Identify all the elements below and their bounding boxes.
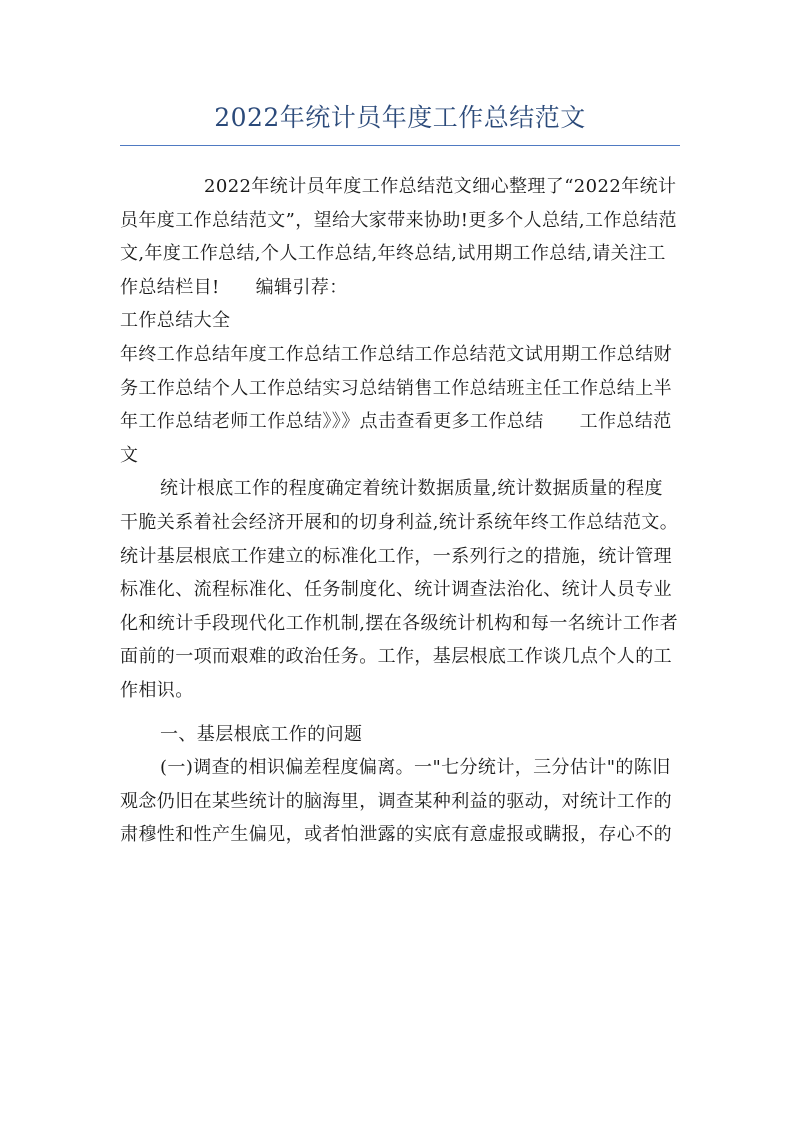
- body-paragraph-1: 统计根底工作的程度确定着统计数据质量,统计数据质量的程度干脆关系着社会经济开展和的切身利益,统计系统年终工作总结范文。统计基层根底工作建立的标准化工作，一系列行之的措施，统计管理标准化、流程标准化、任务制度化、统计调查法治化、统计人员专业化和统计手段现代化工作机制,摆在各级统计机构和每一名统计工作者面前的一项而艰难的政治任务。工作，基层根底工作谈几点个人的工作相识。: [120, 478, 679, 701]
- summary-links[interactable]: 年终工作总结年度工作总结工作总结工作总结范文试用期工作总结财务工作总结个人工作总结实习总结销售工作总结班主任工作总结上半年工作总结老师工作总结》》》点击查看更多工作总结: [120, 343, 672, 433]
- document-title: 2022年统计员年度工作总结范文: [214, 103, 586, 132]
- title-underline: [120, 145, 680, 146]
- body-paragraph-2: (一)调查的相识偏差程度偏离。一"七分统计，三分估计"的陈旧观念仍旧在某些统计的脑海里，调查某种利益的驱动，对统计工作的肃穆性和性产生偏见，或者怕泄露的实底有意虚报或瞒报，存心不的: [120, 757, 672, 846]
- summary-tail-link[interactable]: 工作总结范文: [120, 411, 672, 466]
- summary-links-paragraph: [120, 338, 680, 472]
- intro-text: 2022年统计员年度工作总结范文细心整理了“2022年统计员年度工作总结范文”，望给大家带来协助!更多个人总结,工作总结范文,年度工作总结,个人工作总结,年终总结,试用期工作总结,请关注工作总结栏目!: [120, 176, 677, 298]
- document-body: [120, 170, 680, 852]
- editor-recommend-label: 编辑引荐：: [255, 276, 348, 298]
- intro-paragraph: [120, 170, 680, 304]
- summary-heading: 工作总结大全: [120, 310, 231, 332]
- section-heading-1: 一、基层根底工作的问题: [160, 723, 363, 745]
